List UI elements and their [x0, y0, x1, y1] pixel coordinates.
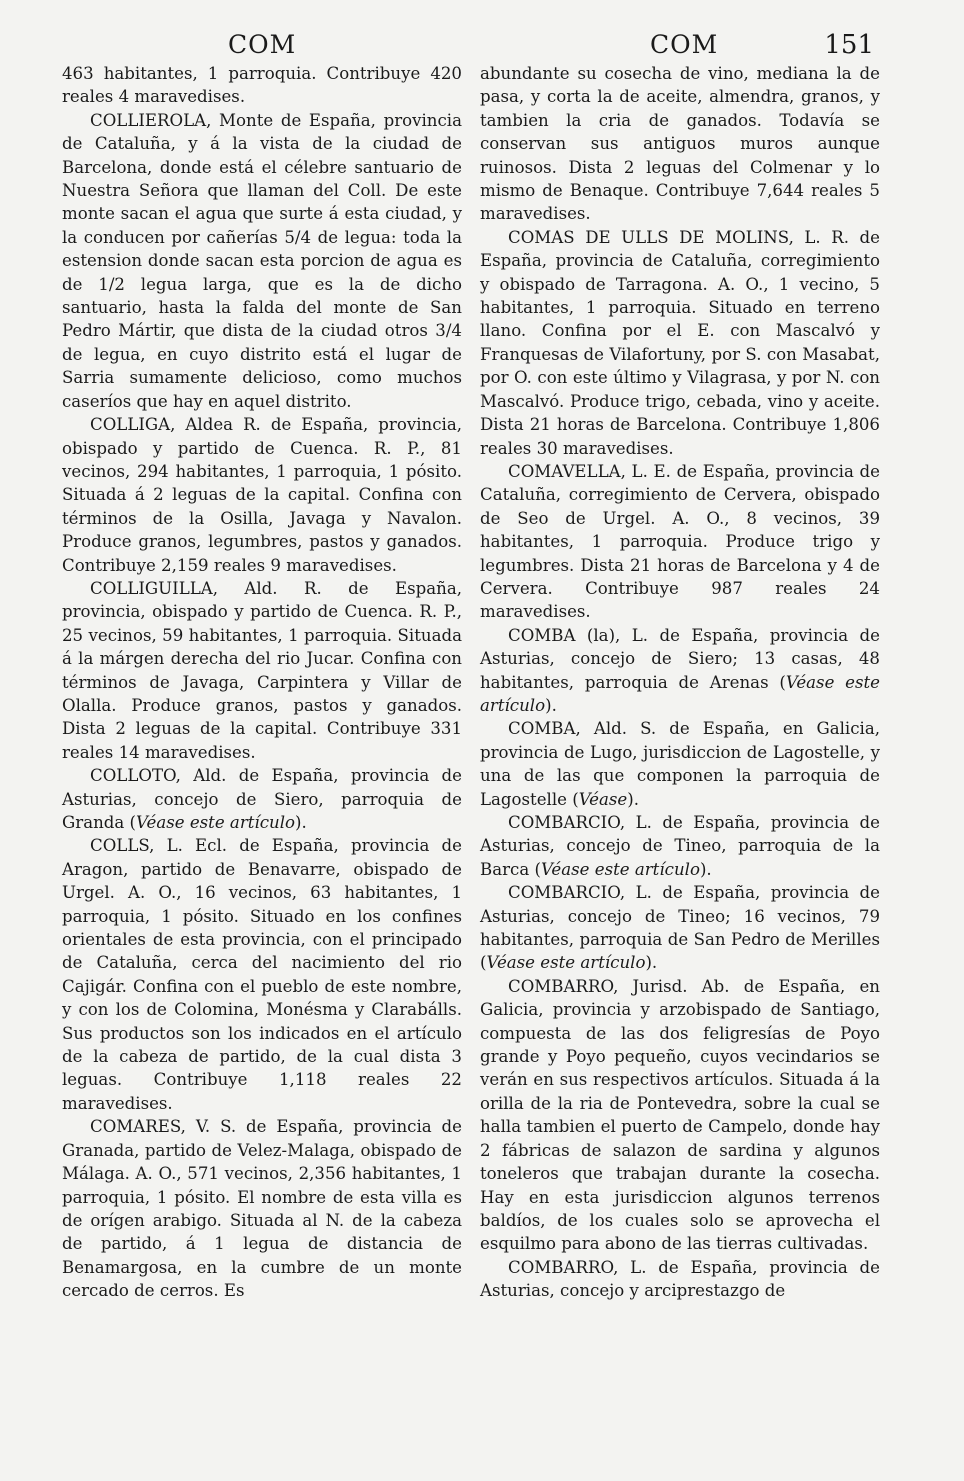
entry-text: , Monte de España, provincia de Cataluña, y á la vista de la ciudad de Barcelona, donde está el célebre santuario de Nuestra Señora que llaman del Coll. De este monte sacan el agua que surte á esta ciudad, y la conducen por cañerías 5/4 de legua: toda la estension donde sacan esta porcion de agua es de 1/2 legua larga, que es la de dicho santuario, hasta la falda del monte de San Pedro Mártir, que dista de la ciudad otros 3/4 de legua, en cuyo distrito está el lugar de Sarria sumamente delicioso, como muchos caseríos que hay en aquel distrito. [62, 110, 462, 411]
entry-text: (la), L. de España, provincia de Asturias, concejo de Siero; 13 casas, 48 habitantes, parroquia de Arenas ( [480, 625, 880, 692]
entry-colloto [62, 764, 462, 834]
entry-colliga [62, 413, 462, 577]
entry-text: , L. de España, provincia de Asturias, concejo de Tineo; 16 vecinos, 79 habitantes, parroquia de San Pedro de Merilles ( [480, 883, 880, 973]
entry-headword: COMBARCIO [508, 883, 620, 903]
entry-headword: COMBA [508, 719, 576, 739]
entry-colliguilla [62, 577, 462, 764]
entry-headword: COLLS [90, 836, 150, 856]
entry-headword: COMARES [90, 1117, 181, 1137]
entry-text: , L. R. de España, provincia de Cataluña, corregimiento y obispado de Tarragona. A. O., 1 vecino, 5 habitantes, 1 parroquia. Situado en terreno llano. Confina por el E. con Mascalvó y Franquesas de Vilafortuny, por S. con Masabat, por O. con este último y Vilagrasa, y por N. con Mascalvó. Produce trigo, cebada, vino y aceite. Dista 21 horas de Barcelona. Contribuye 1,806 reales 30 maravedises. [480, 227, 881, 458]
running-head-left: COM [228, 30, 297, 59]
cross-reference: Véase este artículo [540, 859, 700, 879]
entry-headword: COMAVELLA [508, 461, 621, 481]
entry-comba-la [480, 624, 880, 718]
entry-text: , L. Ecl. de España, provincia de Aragon, partido de Benavarre, obispado de Urgel. A. O., 16 vecinos, 63 habitantes, 1 parroquia, 1 pósito. Situado en los confines orientales de esta provincia, con el principado de Cataluña, cerca del nacimiento del rio Cajigár. Confina con el pueblo de este nombre, y con los de Colomina, Monésma y Clarabálls. Sus productos son los indicados en el artículo de la cabeza de partido, de la cual dista 3 leguas. Contribuye 1,118 reales 22 maravedises. [62, 836, 462, 1113]
entry-comas-de-ulls-de-molins [480, 226, 880, 460]
entry-text: , L. de España, provincia de Asturias, concejo de Tineo, parroquia de la Barca ( [480, 813, 880, 879]
entry-continuation [62, 62, 462, 109]
entry-combarro-lugar [480, 1256, 880, 1303]
entry-combarro-jurisd [480, 975, 880, 1256]
entry-text: , Aldea R. de España, provincia, obispado y partido de Cuenca. R. P., 81 vecinos, 294 habitantes, 1 parroquia, 1 pósito. Situada á 2 leguas de la capital. Confina con términos de la Osilla, Javaga y Navalon. Produce granos, legumbres, pastos y ganados. Contribuye 2,159 reales 9 maravedises. [62, 415, 462, 575]
entry-combarcio-merilles [480, 881, 880, 975]
entry-headword: COMBARRO [508, 1257, 614, 1277]
cross-reference: Véase este artículo [136, 813, 296, 832]
right-column [480, 62, 880, 1303]
cross-reference: Véase este artículo [486, 953, 646, 973]
entry-text: , Ald. S. de España, en Galicia, provincia de Lugo, jurisdiccion de Lagostelle, y una de las que componen la parroquia de Lagostelle ( [480, 719, 880, 809]
entry-continuation [480, 62, 880, 226]
entry-text: , Jurisd. Ab. de España, en Galicia, provincia y arzobispado de Santiago, compuesta de las dos feligresías de Poyo grande y Poyo pequeño, cuyos vecindarios se verán en sus respectivos artículos. Situada á la orilla de la ria de Pontevedra, sobre la cual se halla tambien el puerto de Campelo, donde hay 2 fábricas de salazon de sardina y algunos toneleros que trabajan durante la cosecha. Hay en esta jurisdiccion algunos terrenos baldíos, de los cuales solo se aprovecha el esquilmo para abono de las tierras cultivadas. [480, 976, 880, 1254]
entry-combarcio-barca [480, 811, 880, 881]
entry-text: , Ald. R. de España, provincia, obispado y partido de Cuenca. R. P., 25 vecinos, 59 habitantes, 1 parroquia. Situada á la márgen derecha del rio Jucar. Confina con términos de Javaga, Carpintera y Villar de Olalla. Produce granos, pastos y ganados. Dista 2 leguas de la capital. Contribuye 331 reales 14 maravedises. [62, 578, 462, 762]
entry-colliérola [62, 109, 462, 413]
left-column [62, 62, 462, 1303]
page-number: 151 [824, 30, 874, 60]
entry-headword: COLLIGUILLA [90, 578, 213, 598]
entry-comba [480, 717, 880, 811]
entry-headword: COMBA [508, 625, 576, 645]
entry-tail: ). [545, 695, 557, 715]
entry-text: abundante su cosecha de vino, mediana la de pasa, y corta la de aceite, almendra, granos, y tambien la cria de ganados. Todavía se conservan sus antiguos muros aunque ruinosos. Dista 2 leguas del Colmenar y lo mismo de Benaque. Contribuye 7,644 reales 5 maravedises. [480, 64, 880, 224]
entry-headword: COLLIGA [90, 415, 171, 435]
entry-colls [62, 834, 462, 1115]
entry-text: , L. E. de España, provincia de Cataluña, corregimiento de Cervera, obispado de Seo de Urgel. A. O., 8 vecinos, 39 habitantes, 1 parroquia. Produce trigo y legumbres. Dista 21 horas de Barcelona y 4 de Cervera. Contribuye 987 reales 24 maravedises. [480, 461, 880, 622]
entry-headword: COMAS DE ULLS DE MOLINS [508, 227, 789, 247]
cross-reference: Véase [578, 789, 628, 809]
running-head-right: COM [650, 30, 719, 59]
entry-text: , V. S. de España, provincia de Granada, partido de Velez-Malaga, obispado de Málaga. A. O., 571 vecinos, 2,356 habitantes, 1 parroquia, 1 pósito. El nombre de esta villa es de orígen arabigo. Situada al N. de la cabeza de partido, á 1 legua de distancia de Benamargosa, en la cumbre de un monte cercado de cerros. Es [62, 1117, 462, 1301]
entry-headword: COLLOTO [90, 766, 176, 786]
entry-headword: COMBARRO [508, 976, 614, 996]
entry-comavella [480, 460, 880, 624]
entry-text: , L. de España, provincia de Asturias, concejo y arciprestazgo de [480, 1257, 880, 1301]
entry-headword: COLLIEROLA [90, 110, 207, 130]
cross-reference: Véase este artículo [480, 672, 881, 715]
entry-text: , Ald. de España, provincia de Asturias, concejo de Siero, parroquia de Granda ( [62, 766, 462, 832]
entry-tail: ). [699, 859, 712, 879]
entry-headword: COMBARCIO [508, 813, 620, 832]
entry-tail: ). [645, 953, 658, 973]
entry-text: 463 habitantes, 1 parroquia. Contribuye 420 reales 4 maravedises. [62, 64, 462, 107]
entry-tail: ). [627, 789, 639, 809]
entry-comares [62, 1115, 462, 1302]
entry-tail: ). [295, 813, 307, 832]
